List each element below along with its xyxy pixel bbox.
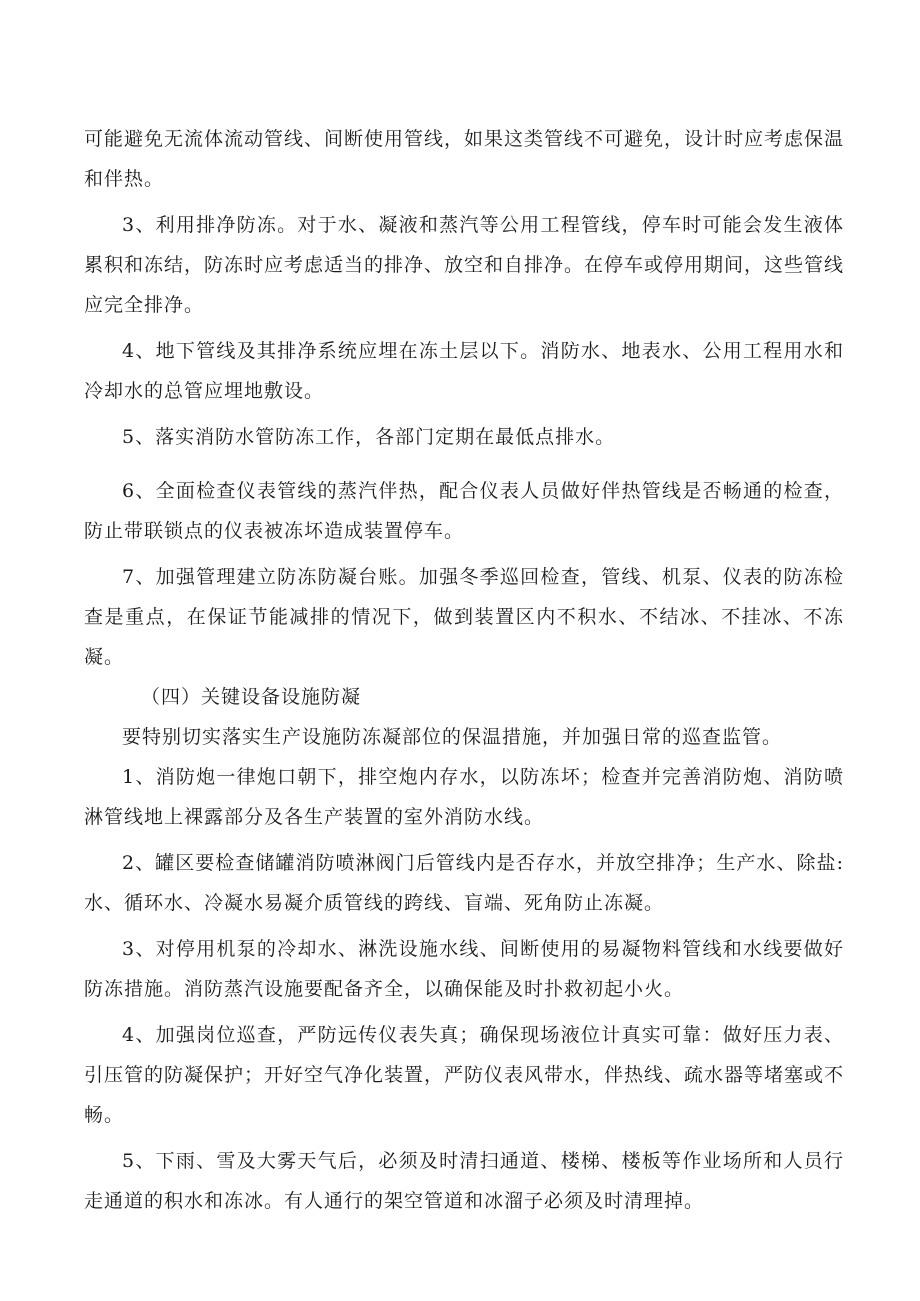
paragraph-item-3: 3、利用排净防冻。对于水、凝液和蒸汽等公用工程管线，停车时可能会发生液体累积和冻结，防冻时应考虑适当的排净、放空和自排净。在停车或停用期间，这些管线应完全排净。 [84, 214, 845, 316]
section-heading: （四）关键设备设施防凝 [141, 686, 362, 708]
paragraph-sub-2: 2、罐区要检查储罐消防喷淋阀门后管线内是否存水，并放空排净；生产水、除盐:水、循环水、冷凝水易凝介质管线的跨线、盲端、死角防止冻凝。 [84, 852, 844, 914]
paragraph-continuation: 可能避免无流体流动管线、间断使用管线，如果这类管线不可避免，设计时应考虑保温和伴热。 [84, 128, 845, 190]
paragraph-sub-1: 1、消防炮一律炮口朝下，排空炮内存水，以防冻坏；检查并完善消防炮、消防喷淋管线地上裸露部分及各生产装置的室外消防水线。 [84, 766, 844, 828]
section-intro: 要特别切实落实生产设施防冻凝部位的保温措施，并加强日常的巡查监管。 [122, 726, 783, 748]
paragraph-sub-5: 5、下雨、雪及大雾天气后，必须及时清扫通道、楼梯、楼板等作业场所和人员行走通道的积水和冻冰。有人通行的架空管道和冰溜子必须及时清理掉。 [84, 1150, 844, 1212]
paragraph-item-6: 6、全面检查仪表管线的蒸汽伴热，配合仪表人员做好伴热管线是否畅通的检查，防止带联锁点的仪表被冻坏造成装置停车。 [84, 480, 844, 542]
paragraph-item-7: 7、加强管理建立防冻防凝台账。加强冬季巡回检查，管线、机泵、仪表的防冻检查是重点，在保证节能减排的情况下，做到装置区内不积水、不结冰、不挂冰、不冻凝。 [84, 566, 844, 668]
paragraph-item-4: 4、地下管线及其排净系统应埋在冻土层以下。消防水、地表水、公用工程用水和冷却水的总管应埋地敷设。 [84, 340, 844, 402]
paragraph-item-5: 5、落实消防水管防冻工作，各部门定期在最低点排水。 [122, 426, 616, 448]
paragraph-sub-3: 3、对停用机泵的冷却水、淋洗设施水线、间断使用的易凝物料管线和水线要做好防冻措施。消防蒸汽设施要配备齐全，以确保能及时扑救初起小火。 [84, 938, 844, 1000]
document-page [84, 119, 844, 1221]
paragraph-sub-4: 4、加强岗位巡查，严防远传仪表失真；确保现场液位计真实可靠：做好压力表、引压管的防凝保护；开好空气净化装置，严防仪表风带水，伴热线、疏水器等堵塞或不畅。 [84, 1024, 845, 1126]
